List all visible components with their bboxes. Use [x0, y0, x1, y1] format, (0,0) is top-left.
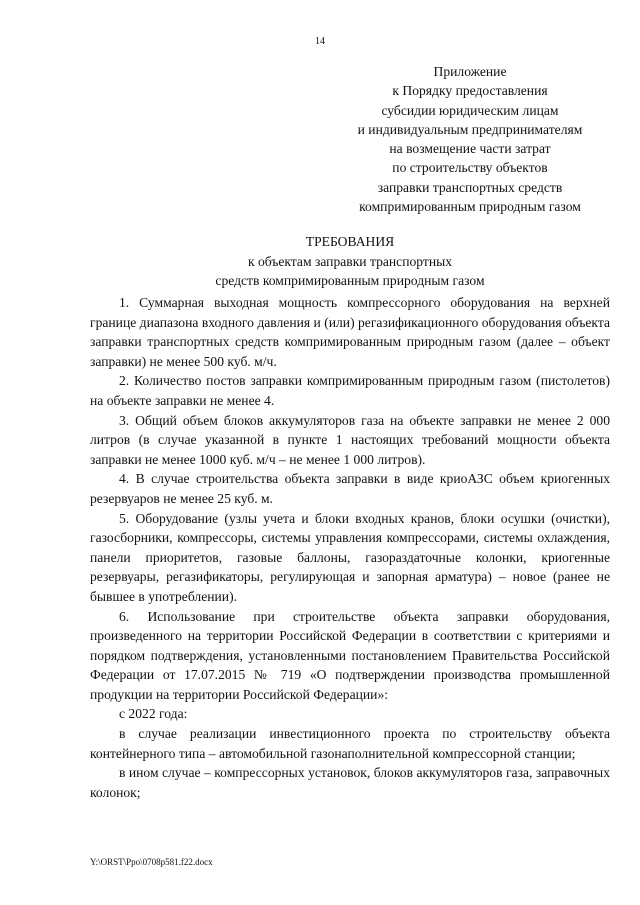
appendix-line: к Порядку предоставления — [392, 83, 548, 99]
paragraph-item-3: 3. Общий объем блоков аккумуляторов газа на объекте заправки не менее 2 000 литров (в случае указанной в пункте 1 настоящих требований мощности объекта заправки не менее 1000 куб. м/ч – не менее 1 000 литров). — [90, 412, 610, 467]
paragraph-item-5: 5. Оборудование (узлы учета и блоки входных кранов, блоки осушки (очистки), газосборники, компрессоры, системы управления компрессорами, системы охлаждения, панели приоритетов, газовые баллоны, газораздаточные колонки, криогенные резервуары, регазификаторы, регулирующая и запорная арматура) – новое (ранее не бывшее в употреблении). — [90, 510, 610, 604]
appendix-header — [330, 62, 610, 216]
title-subline: средств компримированным природным газом — [215, 273, 485, 288]
paragraph-item-1: 1. Суммарная выходная мощность компрессорного оборудования на верхней границе диапазона входного давления и (или) регазификационного оборудования объекта заправки транспортных средств компримированным природным газом (далее – объект заправки) не менее 500 куб. м/ч. — [90, 295, 610, 369]
paragraph-subitem: в ином случае – компрессорных установок, блоков аккумуляторов газа, заправочных колонок; — [90, 765, 610, 800]
document-body — [90, 293, 610, 802]
paragraph-item-4: 4. В случае строительства объекта заправки в виде криоАЗС объем криогенных резервуаров не менее 25 куб. м. — [90, 471, 610, 506]
appendix-line: компримированным природным газом — [359, 199, 581, 215]
appendix-line: заправки транспортных средств — [377, 179, 563, 195]
appendix-line: и индивидуальным предпринимателям — [357, 121, 583, 137]
appendix-line: на возмещение части затрат — [389, 141, 551, 157]
title-subline: к объектам заправки транспортных — [247, 253, 453, 269]
file-path-footer: Y:\ORST\Ppo\0708p581.f22.docx — [90, 857, 213, 867]
paragraph-subitem: в случае реализации инвестиционного проекта по строительству объекта контейнерного типа – автомобильной газонаполнительной компрессорной станции; — [90, 726, 610, 761]
appendix-line: Приложение — [433, 64, 507, 79]
paragraph-item-2: 2. Количество постов заправки компримированным природным газом (пистолетов) на объекте заправки не менее 4. — [90, 373, 610, 408]
paragraph-item-6: 6. Использование при строительстве объекта заправки оборудования, произведенного на территории Российской Федерации в соответствии с критериями и порядком подтверждения, установленными постановлением Правительства Российской Федерации от 17.07.2015 № 719 «О подтверждении производства промышленной продукции на территории Российской Федерации»: — [90, 608, 610, 702]
paragraph-subitem: с 2022 года: — [119, 706, 188, 722]
title-heading: ТРЕБОВАНИЯ — [305, 234, 395, 249]
appendix-line: субсидии юридическим лицам — [381, 102, 559, 118]
page-number: 14 — [315, 36, 325, 47]
document-title — [90, 232, 610, 291]
appendix-line: по строительству объектов — [392, 160, 548, 176]
